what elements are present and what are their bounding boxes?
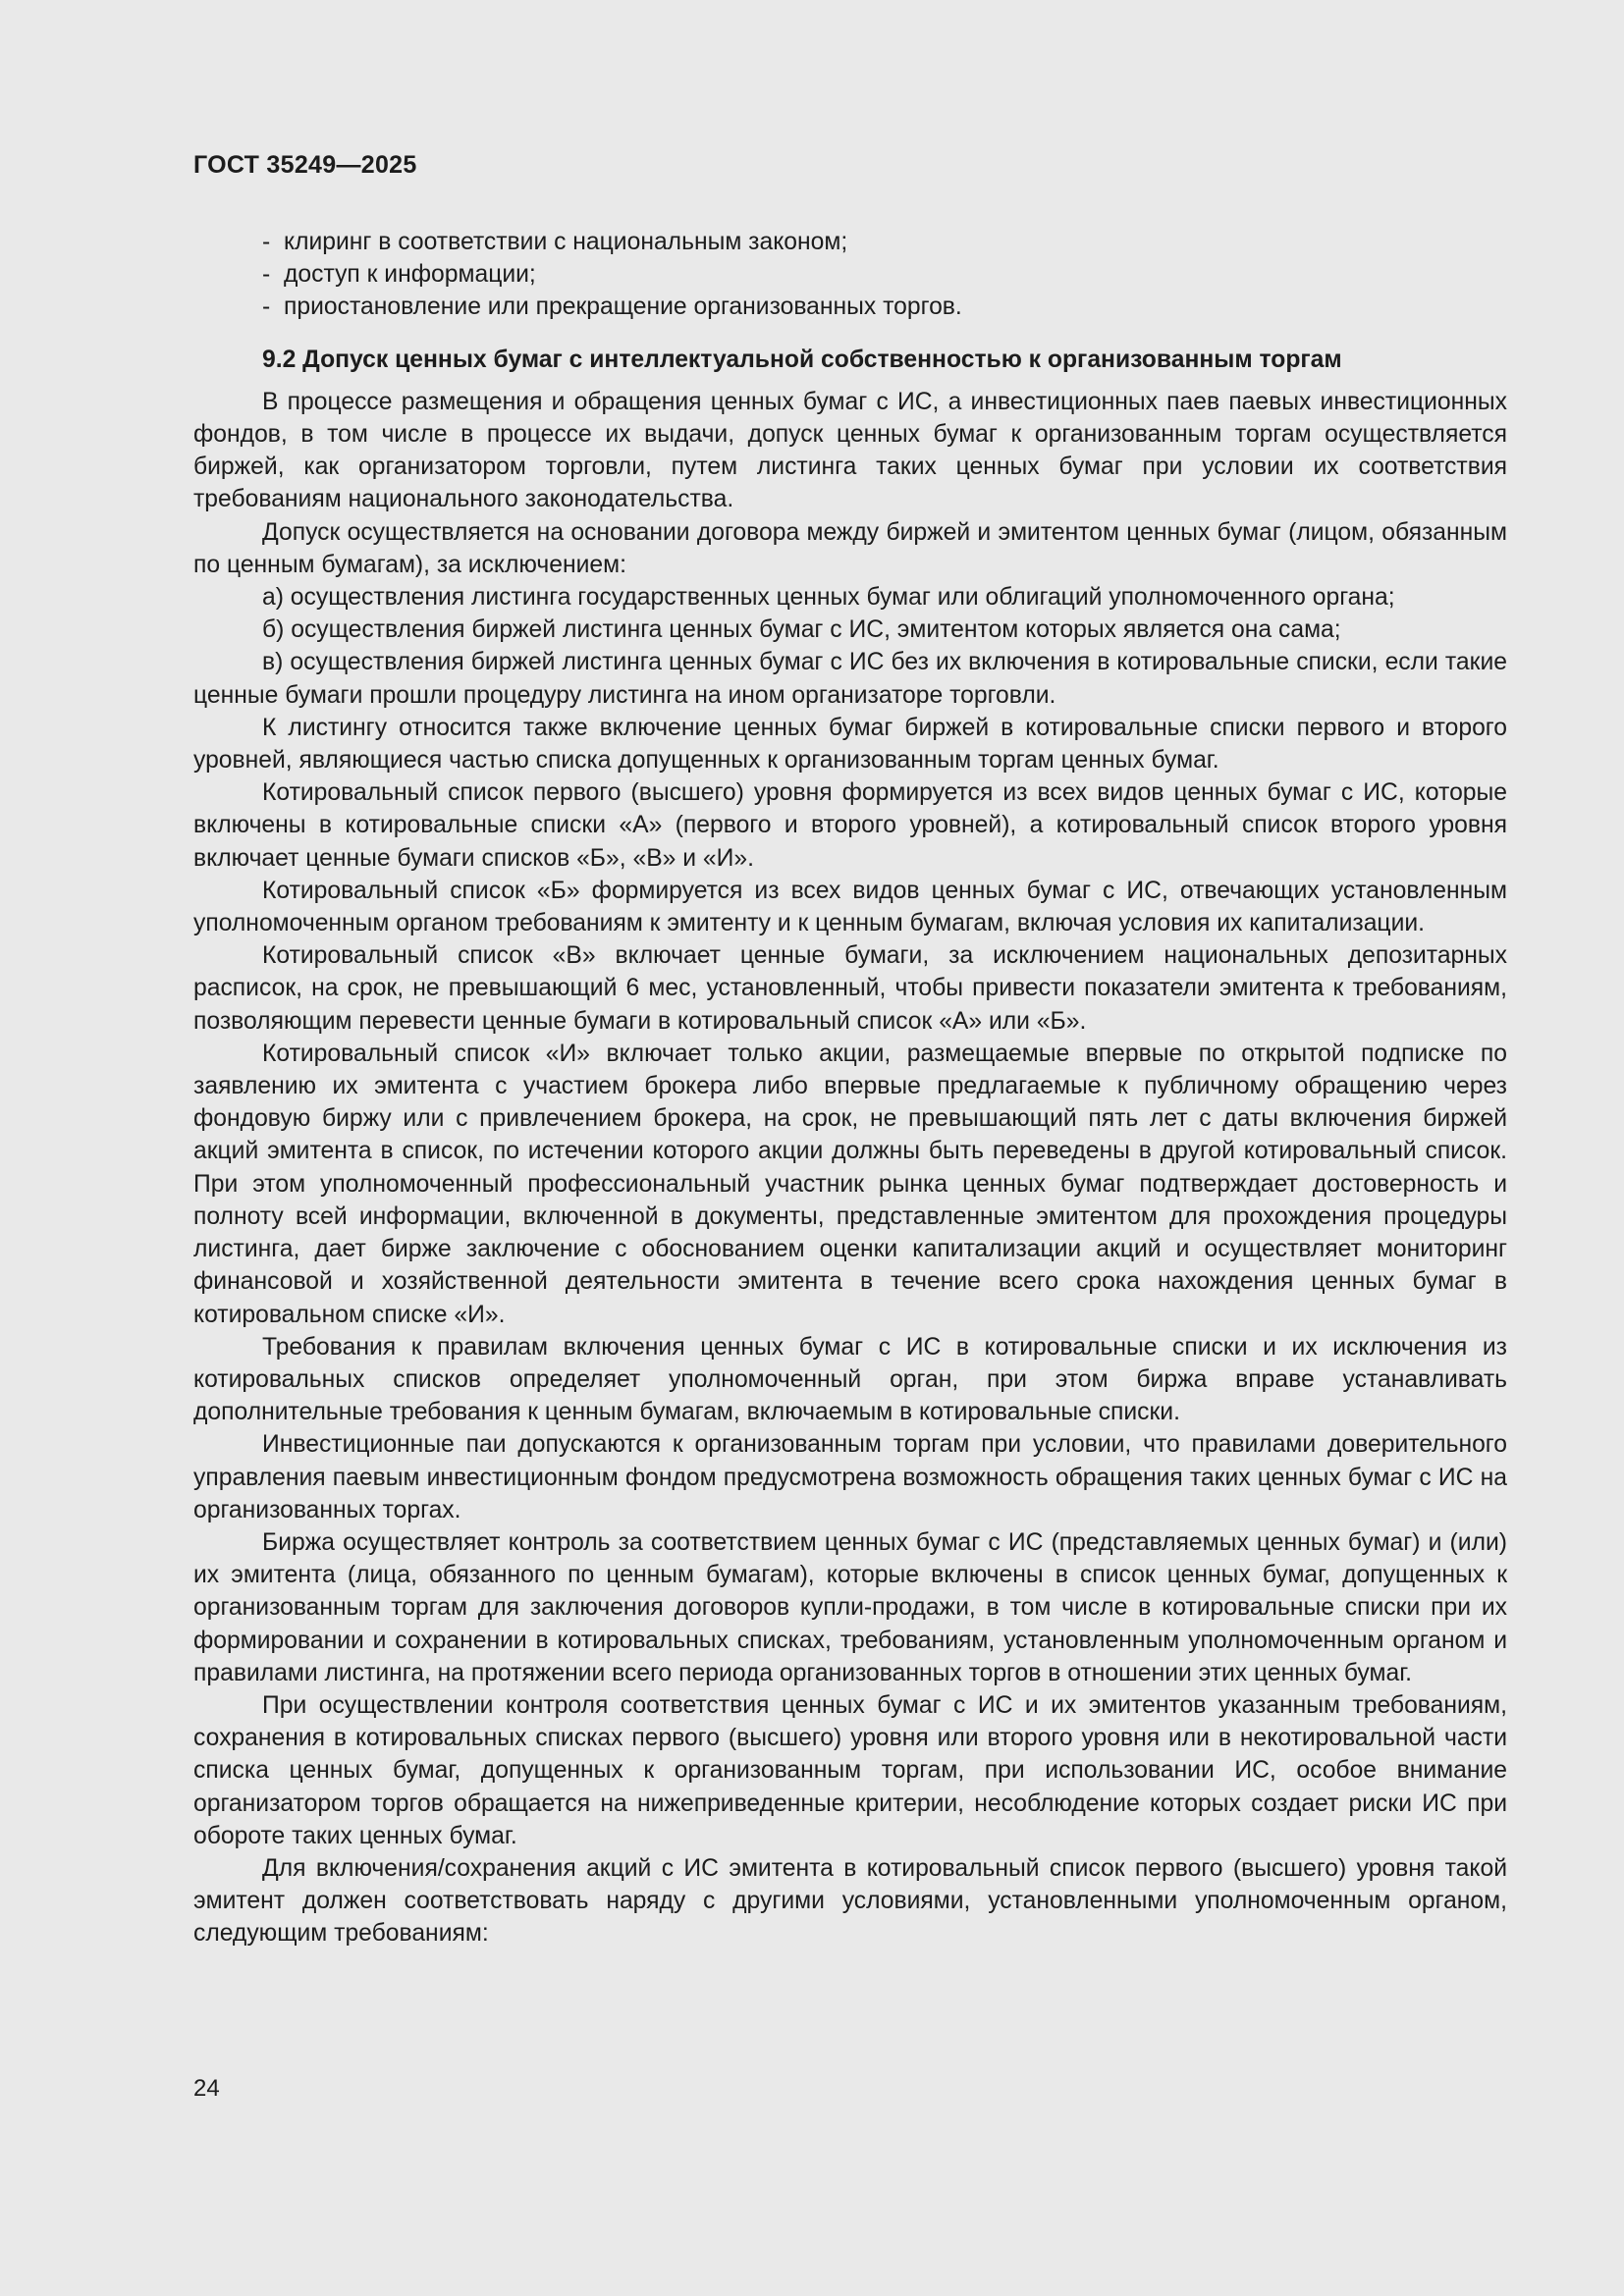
- list-item: [193, 291, 1507, 323]
- bullet-marker: -: [262, 229, 271, 255]
- paragraph: Котировальный список «И» включает только акции, размещаемые впервые по открытой подписке по заявлению их эмитента с участием брокера либо впервые предлагаемые к публичному обращению через фондовую биржу или с привлечением брокера, на срок, не превышающий пять лет с даты включения биржей акций эмитента в список, по истечении которого акции должны быть переведены в другой котировальный список. При этом уполномоченный профессиональный участник рынка ценных бумаг подтверждает достоверность и полноту всей информации, включенной в документы, представленные эмитентом для прохождения процедуры листинга, дает бирже заключение с обоснованием оценки капитализации акций и осуществляет мониторинг финансовой и хозяйственной деятельности эмитента в течение всего срока нахождения ценных бумаг в котировальном списке «И».: [193, 1040, 1507, 1328]
- paragraph: При осуществлении контроля соответствия ценных бумаг с ИС и их эмитентов указанным требованиям, сохранения в котировальных списках первого (высшего) уровня или второго уровня или в некотировальной части списка ценных бумаг, допущенных к организованным торгам, при использовании ИС, особое внимание организатором торгов обращается на нижеприведенные критерии, несоблюдение которых создает риски ИС при обороте таких ценных бумаг.: [193, 1691, 1507, 1849]
- page-content: [193, 226, 1507, 1950]
- list-item-text: приостановление или прекращение организованных торгов.: [284, 294, 962, 321]
- section-body: [193, 386, 1507, 1950]
- list-item-text: доступ к информации;: [284, 261, 536, 289]
- list-item-text: клиринг в соответствии с национальным законом;: [284, 229, 848, 255]
- paragraph: Котировальный список «Б» формируется из всех видов ценных бумаг с ИС, отвечающих установленным уполномоченным органом требованиям к эмитенту и к ценным бумагам, включая условия их капитализации.: [193, 877, 1507, 937]
- paragraph: В процессе размещения и обращения ценных бумаг с ИС, а инвестиционных паев паевых инвестиционных фондов, в том числе в процессе их выдачи, допуск ценных бумаг к организованным торгам осуществляется биржей, как организатором торговли, путем листинга таких ценных бумаг при условии их соответствия требованиям национального законодательства.: [193, 388, 1507, 513]
- paragraph: а) осуществления листинга государственных ценных бумаг или облигаций уполномоченного органа;: [262, 584, 1395, 612]
- paragraph: Биржа осуществляет контроль за соответствием ценных бумаг с ИС (представляемых ценных бумаг) и (или) их эмитента (лица, обязанного по ценным бумагам), которые включены в список ценных бумаг, допущенных к организованным торгам для заключения договоров купли-продажи, в том числе в котировальные списки при их формировании и сохранении в котировальных списках, требованиям, установленным уполномоченным органом и правилами листинга, на протяжении всего периода организованных торгов в отношении этих ценных бумаг.: [193, 1528, 1507, 1686]
- list-item: [193, 226, 1507, 258]
- page-number: 24: [193, 2075, 220, 2102]
- list-item: [193, 258, 1507, 291]
- paragraph: в) осуществления биржей листинга ценных бумаг с ИС без их включения в котировальные списки, если такие ценные бумаги прошли процедуру листинга на ином организаторе торговли.: [193, 649, 1507, 709]
- paragraph: б) осуществления биржей листинга ценных бумаг с ИС, эмитентом которых является она сама;: [262, 616, 1341, 644]
- paragraph: К листингу относится также включение ценных бумаг биржей в котировальные списки первого и второго уровней, являющиеся частью списка допущенных к организованным торгам ценных бумаг.: [193, 714, 1507, 774]
- section-heading: 9.2 Допуск ценных бумаг с интеллектуальной собственностью к организованным торгам: [262, 346, 1342, 373]
- paragraph: Инвестиционные паи допускаются к организованным торгам при условии, что правилами доверительного управления паевым инвестиционным фондом предусмотрена возможность обращения таких ценных бумаг с ИС на организованных торгах.: [193, 1431, 1507, 1523]
- intro-list: [193, 226, 1507, 324]
- paragraph: Требования к правилам включения ценных бумаг с ИС в котировальные списки и их исключения из котировальных списков определяет уполномоченный орган, при этом биржа вправе устанавливать дополнительные требования к ценным бумагам, включаемым в котировальные списки.: [193, 1333, 1507, 1426]
- paragraph: Для включения/сохранения акций с ИС эмитента в котировальный список первого (высшего) уровня такой эмитент должен соответствовать наряду с другими условиями, установленными уполномоченным органом, следующим требованиям:: [193, 1854, 1507, 1948]
- paragraph: Допуск осуществляется на основании договора между биржей и эмитентом ценных бумаг (лицом, обязанным по ценным бумагам), за исключением:: [193, 518, 1507, 578]
- paragraph: Котировальный список первого (высшего) уровня формируется из всех видов ценных бумаг с ИС, которые включены в котировальные списки «А» (первого и второго уровней), а котировальный список второго уровня включает ценные бумаги списков «Б», «В» и «И».: [193, 779, 1507, 872]
- paragraph: Котировальный список «В» включает ценные бумаги, за исключением национальных депозитарных расписок, на срок, не превышающий 6 мес, установленный, чтобы привести показатели эмитента к требованиям, позволяющим перевести ценные бумаги в котировальный список «А» или «Б».: [193, 942, 1507, 1035]
- bullet-marker: -: [262, 294, 271, 321]
- bullet-marker: -: [262, 261, 271, 289]
- document-code-header: ГОСТ 35249—2025: [193, 151, 417, 179]
